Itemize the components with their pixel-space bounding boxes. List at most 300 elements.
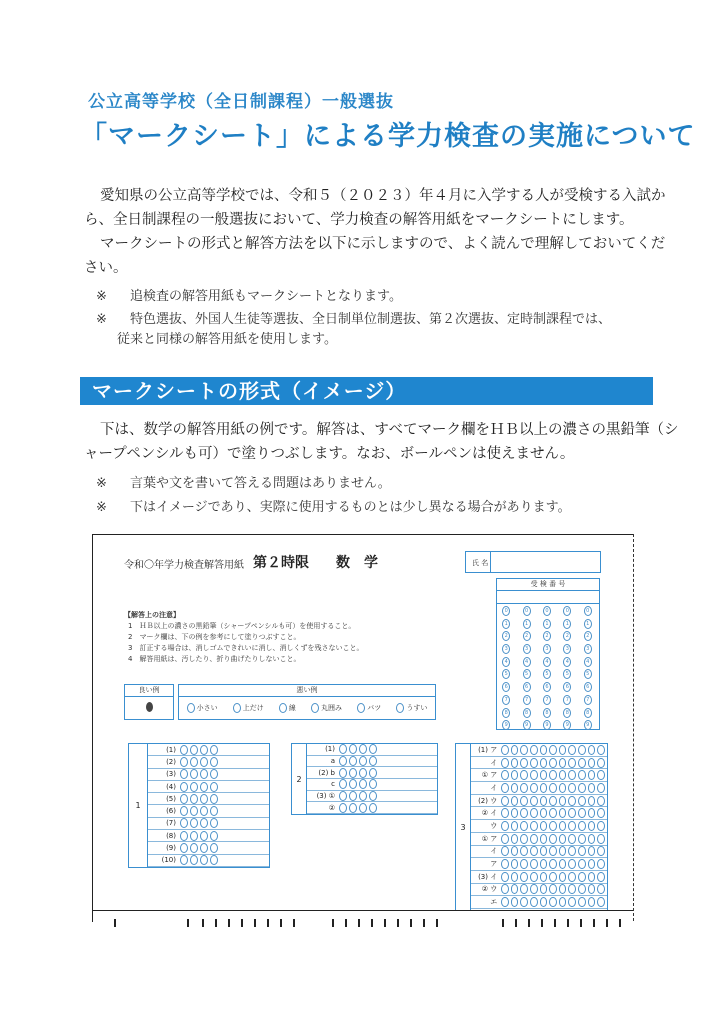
answer-bubble[interactable] bbox=[578, 821, 586, 831]
answer-row-label: ② bbox=[328, 803, 335, 812]
answer-row bbox=[148, 756, 269, 768]
answer-bubble[interactable] bbox=[190, 831, 198, 841]
answer-bubble[interactable] bbox=[540, 783, 548, 793]
caution-item: 1 ＨＢ以上の濃さの黒鉛筆（シャープペンシルも可）を使用すること。 bbox=[128, 622, 356, 630]
exam-digit-bubble[interactable]: 1 bbox=[563, 619, 571, 629]
exam-digit-bubble[interactable]: 3 bbox=[563, 644, 571, 654]
answer-bubble[interactable] bbox=[520, 846, 528, 856]
answer-bubble[interactable] bbox=[200, 831, 208, 841]
answer-bubble[interactable] bbox=[597, 745, 605, 755]
answer-bubble[interactable] bbox=[597, 897, 605, 907]
answer-bubble[interactable] bbox=[588, 770, 596, 780]
answer-bubble[interactable] bbox=[369, 768, 377, 778]
answer-bubble[interactable] bbox=[511, 897, 519, 907]
answer-bubble[interactable] bbox=[549, 859, 557, 869]
answer-bubble[interactable] bbox=[578, 897, 586, 907]
answer-bubble[interactable] bbox=[180, 745, 188, 755]
answer-bubble[interactable] bbox=[578, 745, 586, 755]
caution-item: 4 解答用紙は、汚したり、折り曲げたりしないこと。 bbox=[128, 655, 301, 663]
answer-bubble[interactable] bbox=[588, 846, 596, 856]
answer-bubble[interactable] bbox=[568, 859, 576, 869]
answer-bubble[interactable] bbox=[588, 783, 596, 793]
answer-bubble[interactable] bbox=[190, 843, 198, 853]
exam-digit-bubble[interactable]: 9 bbox=[543, 720, 551, 730]
answer-bubble[interactable] bbox=[578, 758, 586, 768]
exam-digit-bubble[interactable]: 4 bbox=[584, 657, 592, 667]
answer-bubble[interactable] bbox=[501, 796, 509, 806]
answer-bubble[interactable] bbox=[520, 897, 528, 907]
answer-bubble[interactable] bbox=[349, 791, 357, 801]
exam-digit-bubble[interactable]: 3 bbox=[523, 644, 531, 654]
exam-digit-bubble[interactable]: 8 bbox=[502, 708, 510, 718]
answer-bubble[interactable] bbox=[210, 843, 218, 853]
answer-bubble[interactable] bbox=[359, 768, 367, 778]
answer-bubble[interactable] bbox=[578, 846, 586, 856]
answer-bubble[interactable] bbox=[501, 872, 509, 882]
answer-bubble[interactable] bbox=[520, 808, 528, 818]
answer-bubble[interactable] bbox=[501, 884, 509, 894]
answer-bubble[interactable] bbox=[520, 884, 528, 894]
exam-digit-bubble[interactable]: 3 bbox=[543, 644, 551, 654]
answer-bubble[interactable] bbox=[501, 770, 509, 780]
answer-bubble[interactable] bbox=[597, 859, 605, 869]
exam-digit-bubble[interactable]: 9 bbox=[502, 720, 510, 730]
answer-bubble[interactable] bbox=[180, 855, 188, 865]
answer-bubble[interactable] bbox=[530, 821, 538, 831]
answer-bubble[interactable] bbox=[588, 821, 596, 831]
answer-bubble[interactable] bbox=[588, 796, 596, 806]
answer-bubble[interactable] bbox=[588, 884, 596, 894]
exam-digit-bubble[interactable]: 4 bbox=[502, 657, 510, 667]
answer-bubble[interactable] bbox=[520, 834, 528, 844]
timing-mark bbox=[254, 919, 256, 927]
exam-digit-bubble[interactable]: 1 bbox=[584, 619, 592, 629]
answer-bubble[interactable] bbox=[511, 834, 519, 844]
answer-bubble[interactable] bbox=[559, 796, 567, 806]
answer-bubble[interactable] bbox=[530, 796, 538, 806]
answer-bubble[interactable] bbox=[180, 843, 188, 853]
answer-bubble[interactable] bbox=[530, 745, 538, 755]
answer-row bbox=[307, 744, 437, 756]
answer-bubble[interactable] bbox=[210, 818, 218, 828]
answer-bubble[interactable] bbox=[200, 745, 208, 755]
answer-bubble[interactable] bbox=[190, 818, 198, 828]
timing-mark bbox=[436, 919, 438, 927]
answer-bubble[interactable] bbox=[520, 770, 528, 780]
answer-row-label: (10) bbox=[161, 856, 176, 865]
answer-bubble[interactable] bbox=[559, 783, 567, 793]
answer-bubble[interactable] bbox=[190, 769, 198, 779]
answer-bubble[interactable] bbox=[540, 745, 548, 755]
answer-bubble[interactable] bbox=[511, 859, 519, 869]
answer-bubble[interactable] bbox=[339, 756, 347, 766]
answer-bubble[interactable] bbox=[540, 770, 548, 780]
answer-bubble[interactable] bbox=[511, 796, 519, 806]
timing-mark bbox=[515, 919, 517, 927]
name-box[interactable] bbox=[465, 551, 601, 573]
exam-digit-bubble[interactable]: 2 bbox=[584, 631, 592, 641]
answer-bubble[interactable] bbox=[568, 872, 576, 882]
answer-bubble[interactable] bbox=[540, 897, 548, 907]
answer-bubble[interactable] bbox=[180, 818, 188, 828]
answer-bubble[interactable] bbox=[200, 794, 208, 804]
answer-bubble[interactable] bbox=[578, 796, 586, 806]
exam-digit-bubble[interactable]: 9 bbox=[563, 720, 571, 730]
timing-mark bbox=[502, 919, 504, 927]
answer-bubble[interactable] bbox=[520, 796, 528, 806]
answer-bubble[interactable] bbox=[588, 859, 596, 869]
exam-digit-bubble[interactable]: 2 bbox=[563, 631, 571, 641]
answer-bubble[interactable] bbox=[339, 803, 347, 813]
answer-bubble[interactable] bbox=[339, 768, 347, 778]
answer-bubble[interactable] bbox=[568, 745, 576, 755]
answer-bubble[interactable] bbox=[349, 768, 357, 778]
answer-bubble[interactable] bbox=[540, 872, 548, 882]
exam-digit-bubble[interactable]: 0 bbox=[523, 606, 531, 616]
answer-bubble[interactable] bbox=[530, 758, 538, 768]
answer-bubble[interactable] bbox=[578, 770, 586, 780]
answer-bubble[interactable] bbox=[559, 859, 567, 869]
answer-bubble[interactable] bbox=[190, 782, 198, 792]
answer-bubble[interactable] bbox=[210, 769, 218, 779]
answer-bubble[interactable] bbox=[530, 884, 538, 894]
answer-bubble[interactable] bbox=[369, 744, 377, 754]
answer-bubble[interactable] bbox=[369, 791, 377, 801]
answer-bubble[interactable] bbox=[540, 859, 548, 869]
answer-bubble[interactable] bbox=[511, 783, 519, 793]
caution-item: 3 訂正する場合は、消しゴムできれいに消し、消しくずを残さないこと。 bbox=[128, 644, 364, 652]
answer-bubble[interactable] bbox=[520, 783, 528, 793]
answer-bubble[interactable] bbox=[511, 884, 519, 894]
timing-mark bbox=[267, 919, 269, 927]
answer-bubble[interactable] bbox=[568, 783, 576, 793]
answer-bubble[interactable] bbox=[210, 806, 218, 816]
answer-bubble[interactable] bbox=[568, 758, 576, 768]
answer-bubble[interactable] bbox=[359, 779, 367, 789]
answer-bubble[interactable] bbox=[190, 794, 198, 804]
answer-bubble[interactable] bbox=[549, 884, 557, 894]
answer-bubble[interactable] bbox=[200, 757, 208, 767]
answer-bubble[interactable] bbox=[597, 846, 605, 856]
answer-row-label: ① ア bbox=[481, 771, 498, 780]
exam-digit-bubble[interactable]: 1 bbox=[523, 619, 531, 629]
answer-bubble[interactable] bbox=[549, 897, 557, 907]
answer-bubble[interactable] bbox=[520, 821, 528, 831]
answer-row-label: (7) bbox=[166, 819, 176, 828]
answer-bubble[interactable] bbox=[568, 808, 576, 818]
answer-bubble[interactable] bbox=[369, 779, 377, 789]
answer-bubble[interactable] bbox=[597, 783, 605, 793]
exam-digit-bubble[interactable]: 9 bbox=[523, 720, 531, 730]
exam-digit-bubble[interactable]: 7 bbox=[563, 695, 571, 705]
answer-bubble[interactable] bbox=[200, 843, 208, 853]
answer-bubble[interactable] bbox=[568, 796, 576, 806]
timing-mark bbox=[410, 919, 412, 927]
exam-digit-bubble[interactable]: 2 bbox=[523, 631, 531, 641]
answer-bubble[interactable] bbox=[540, 821, 548, 831]
answer-bubble[interactable] bbox=[540, 796, 548, 806]
exam-digit-bubble[interactable]: 4 bbox=[543, 657, 551, 667]
timing-marks bbox=[92, 910, 633, 927]
answer-bubble[interactable] bbox=[180, 794, 188, 804]
answer-bubble[interactable] bbox=[597, 758, 605, 768]
exam-digit-bubble[interactable]: 8 bbox=[543, 708, 551, 718]
exam-digit-bubble[interactable]: 7 bbox=[543, 695, 551, 705]
answer-row bbox=[148, 830, 269, 842]
answer-bubble[interactable] bbox=[180, 757, 188, 767]
answer-bubble[interactable] bbox=[588, 897, 596, 907]
answer-row bbox=[471, 820, 607, 833]
exam-digit-bubble[interactable]: 5 bbox=[563, 669, 571, 679]
answer-bubble[interactable] bbox=[180, 831, 188, 841]
answer-bubble[interactable] bbox=[597, 770, 605, 780]
exam-digit-bubble[interactable]: 4 bbox=[523, 657, 531, 667]
exam-digit-bubble[interactable]: 8 bbox=[563, 708, 571, 718]
exam-digit-bubble[interactable]: 6 bbox=[584, 682, 592, 692]
answer-bubble[interactable] bbox=[549, 821, 557, 831]
answer-bubble[interactable] bbox=[578, 859, 586, 869]
answer-bubble[interactable] bbox=[520, 859, 528, 869]
exam-digit-bubble[interactable]: 7 bbox=[523, 695, 531, 705]
answer-bubble[interactable] bbox=[568, 821, 576, 831]
exam-digit-bubble[interactable]: 0 bbox=[502, 606, 510, 616]
exam-digit-bubble[interactable]: 9 bbox=[584, 720, 592, 730]
answer-bubble[interactable] bbox=[597, 834, 605, 844]
answer-bubble[interactable] bbox=[210, 745, 218, 755]
answer-bubble[interactable] bbox=[549, 796, 557, 806]
answer-bubble[interactable] bbox=[210, 855, 218, 865]
answer-bubble[interactable] bbox=[349, 744, 357, 754]
timing-mark bbox=[228, 919, 230, 927]
answer-bubble[interactable] bbox=[501, 745, 509, 755]
answer-row-label: (3) イ bbox=[478, 872, 498, 881]
answer-bubble[interactable] bbox=[549, 758, 557, 768]
answer-bubble[interactable] bbox=[511, 821, 519, 831]
sheet-label: 令和〇年学力検査解答用紙 bbox=[124, 560, 244, 571]
answer-bubble[interactable] bbox=[597, 872, 605, 882]
answer-bubble[interactable] bbox=[559, 834, 567, 844]
answer-bubble[interactable] bbox=[349, 779, 357, 789]
answer-bubble[interactable] bbox=[511, 770, 519, 780]
answer-bubble[interactable] bbox=[578, 872, 586, 882]
answer-bubble[interactable] bbox=[501, 846, 509, 856]
answer-row bbox=[148, 769, 269, 781]
answer-bubble[interactable] bbox=[540, 884, 548, 894]
answer-bubble[interactable] bbox=[568, 884, 576, 894]
section-p-line1: 下は、数学の解答用紙の例です。解答は、すべてマーク欄をＨＢ以上の濃さの黒鉛筆（シ bbox=[100, 422, 679, 438]
answer-bubble[interactable] bbox=[588, 758, 596, 768]
answer-bubble[interactable] bbox=[210, 831, 218, 841]
answer-bubble[interactable] bbox=[540, 758, 548, 768]
answer-bubble[interactable] bbox=[530, 872, 538, 882]
answer-bubble[interactable] bbox=[369, 803, 377, 813]
timing-mark bbox=[554, 919, 556, 927]
answer-bubble[interactable] bbox=[501, 859, 509, 869]
answer-bubble[interactable] bbox=[530, 770, 538, 780]
answer-bubble[interactable] bbox=[540, 846, 548, 856]
answer-bubble[interactable] bbox=[549, 834, 557, 844]
answer-bubble[interactable] bbox=[180, 806, 188, 816]
answer-bubble[interactable] bbox=[511, 745, 519, 755]
exam-digit-bubble[interactable]: 3 bbox=[502, 644, 510, 654]
exam-digit-bubble[interactable]: 0 bbox=[584, 606, 592, 616]
exam-digit-bubble[interactable]: 8 bbox=[584, 708, 592, 718]
answer-bubble[interactable] bbox=[578, 834, 586, 844]
answer-bubble[interactable] bbox=[190, 806, 198, 816]
answer-bubble[interactable] bbox=[568, 846, 576, 856]
answer-bubble[interactable] bbox=[588, 872, 596, 882]
answer-bubble[interactable] bbox=[200, 818, 208, 828]
answer-bubble[interactable] bbox=[190, 855, 198, 865]
answer-bubble[interactable] bbox=[210, 794, 218, 804]
answer-bubble[interactable] bbox=[540, 834, 548, 844]
answer-bubble[interactable] bbox=[578, 808, 586, 818]
exam-digit-bubble[interactable]: 2 bbox=[502, 631, 510, 641]
answer-bubble[interactable] bbox=[597, 884, 605, 894]
answer-bubble[interactable] bbox=[210, 782, 218, 792]
answer-bubble[interactable] bbox=[520, 872, 528, 882]
answer-bubble[interactable] bbox=[530, 783, 538, 793]
answer-bubble[interactable] bbox=[597, 796, 605, 806]
timing-mark bbox=[280, 919, 282, 927]
bubble-icon bbox=[357, 703, 365, 713]
timing-mark bbox=[619, 919, 621, 927]
answer-row-label: (3) ① bbox=[316, 792, 335, 801]
exam-digit-bubble[interactable]: 7 bbox=[584, 695, 592, 705]
answer-bubble[interactable] bbox=[549, 770, 557, 780]
answer-bubble[interactable] bbox=[210, 757, 218, 767]
answer-bubble[interactable] bbox=[180, 769, 188, 779]
answer-bubble[interactable] bbox=[597, 821, 605, 831]
answer-bubble[interactable] bbox=[559, 884, 567, 894]
answer-bubble[interactable] bbox=[190, 757, 198, 767]
exam-digit-bubble[interactable]: 6 bbox=[523, 682, 531, 692]
answer-bubble[interactable] bbox=[549, 808, 557, 818]
answer-bubble[interactable] bbox=[511, 808, 519, 818]
exam-digit-bubble[interactable]: 8 bbox=[523, 708, 531, 718]
exam-digit-bubble[interactable]: 5 bbox=[543, 669, 551, 679]
answer-bubble[interactable] bbox=[200, 782, 208, 792]
answer-bubble[interactable] bbox=[549, 846, 557, 856]
intro-note-1: ※ 追検査の解答用紙もマークシートとなります。 bbox=[96, 285, 402, 308]
answer-row bbox=[471, 884, 607, 897]
answer-bubble[interactable] bbox=[568, 834, 576, 844]
answer-bubble[interactable] bbox=[568, 770, 576, 780]
answer-row bbox=[307, 767, 437, 779]
answer-bubble[interactable] bbox=[597, 808, 605, 818]
exam-digit-bubble[interactable]: 1 bbox=[502, 619, 510, 629]
answer-bubble[interactable] bbox=[588, 745, 596, 755]
exam-digit-bubble[interactable]: 5 bbox=[502, 669, 510, 679]
answer-bubble[interactable] bbox=[501, 783, 509, 793]
answer-row-label: イ bbox=[490, 847, 498, 856]
answer-bubble[interactable] bbox=[568, 897, 576, 907]
answer-bubble[interactable] bbox=[549, 783, 557, 793]
answer-bubble[interactable] bbox=[511, 758, 519, 768]
answer-bubble[interactable] bbox=[501, 897, 509, 907]
answer-bubble[interactable] bbox=[180, 782, 188, 792]
answer-bubble[interactable] bbox=[501, 821, 509, 831]
answer-bubble[interactable] bbox=[559, 846, 567, 856]
answer-bubble[interactable] bbox=[530, 808, 538, 818]
answer-bubble[interactable] bbox=[530, 897, 538, 907]
bad-example-item: 小さい bbox=[187, 703, 218, 713]
answer-bubble[interactable] bbox=[200, 855, 208, 865]
exam-digit-bubble[interactable]: 6 bbox=[543, 682, 551, 692]
answer-bubble[interactable] bbox=[540, 808, 548, 818]
answer-bubble[interactable] bbox=[501, 834, 509, 844]
answer-bubble[interactable] bbox=[200, 769, 208, 779]
answer-bubble[interactable] bbox=[359, 744, 367, 754]
exam-digit-bubble[interactable]: 0 bbox=[563, 606, 571, 616]
answer-bubble[interactable] bbox=[359, 756, 367, 766]
answer-bubble[interactable] bbox=[339, 744, 347, 754]
answer-bubble[interactable] bbox=[349, 756, 357, 766]
answer-bubble[interactable] bbox=[559, 770, 567, 780]
answer-bubble[interactable] bbox=[349, 803, 357, 813]
exam-digit-bubble[interactable]: 7 bbox=[502, 695, 510, 705]
answer-bubble[interactable] bbox=[559, 897, 567, 907]
answer-bubble[interactable] bbox=[578, 884, 586, 894]
answer-bubble[interactable] bbox=[339, 791, 347, 801]
answer-bubble[interactable] bbox=[588, 808, 596, 818]
section-note-1: ※ 言葉や文を書いて答える問題はありません。 bbox=[96, 476, 391, 491]
answer-bubble[interactable] bbox=[559, 758, 567, 768]
answer-bubble[interactable] bbox=[578, 783, 586, 793]
timing-mark bbox=[345, 919, 347, 927]
exam-digit-bubble[interactable]: 4 bbox=[563, 657, 571, 667]
exam-digit-bubble[interactable]: 0 bbox=[543, 606, 551, 616]
answer-row-label: (1) bbox=[166, 745, 176, 754]
exam-no-label: 受 検 番 号 bbox=[497, 579, 599, 591]
answer-bubble[interactable] bbox=[559, 872, 567, 882]
answer-bubble[interactable] bbox=[530, 834, 538, 844]
answer-bubble[interactable] bbox=[511, 846, 519, 856]
answer-bubble[interactable] bbox=[200, 806, 208, 816]
answer-bubble[interactable] bbox=[520, 745, 528, 755]
note-mark: ※ bbox=[96, 312, 107, 327]
answer-bubble[interactable] bbox=[588, 834, 596, 844]
answer-bubble[interactable] bbox=[530, 846, 538, 856]
answer-bubble[interactable] bbox=[559, 745, 567, 755]
answer-row-label: (2) ウ bbox=[478, 796, 498, 805]
exam-digit-bubble[interactable]: 2 bbox=[543, 631, 551, 641]
exam-digit-bubble[interactable]: 6 bbox=[563, 682, 571, 692]
exam-digit-bubble[interactable]: 1 bbox=[543, 619, 551, 629]
exam-digit-bubble[interactable]: 5 bbox=[523, 669, 531, 679]
answer-bubble[interactable] bbox=[501, 758, 509, 768]
answer-bubble[interactable] bbox=[190, 745, 198, 755]
answer-bubble[interactable] bbox=[549, 872, 557, 882]
answer-bubble[interactable] bbox=[359, 803, 367, 813]
timing-mark bbox=[528, 919, 530, 927]
answer-row bbox=[307, 802, 437, 814]
answer-bubble[interactable] bbox=[339, 779, 347, 789]
answer-bubble[interactable] bbox=[530, 859, 538, 869]
exam-digit-bubble[interactable]: 5 bbox=[584, 669, 592, 679]
answer-bubble[interactable] bbox=[501, 808, 509, 818]
exam-digit-bubble[interactable]: 6 bbox=[502, 682, 510, 692]
exam-digit-bubble[interactable]: 3 bbox=[584, 644, 592, 654]
answer-bubble[interactable] bbox=[369, 756, 377, 766]
answer-bubble[interactable] bbox=[511, 872, 519, 882]
answer-bubble[interactable] bbox=[520, 758, 528, 768]
answer-bubble[interactable] bbox=[549, 745, 557, 755]
answer-bubble[interactable] bbox=[359, 791, 367, 801]
answer-row-label: ② イ bbox=[481, 809, 498, 818]
answer-bubble[interactable] bbox=[559, 808, 567, 818]
answer-bubble[interactable] bbox=[559, 821, 567, 831]
